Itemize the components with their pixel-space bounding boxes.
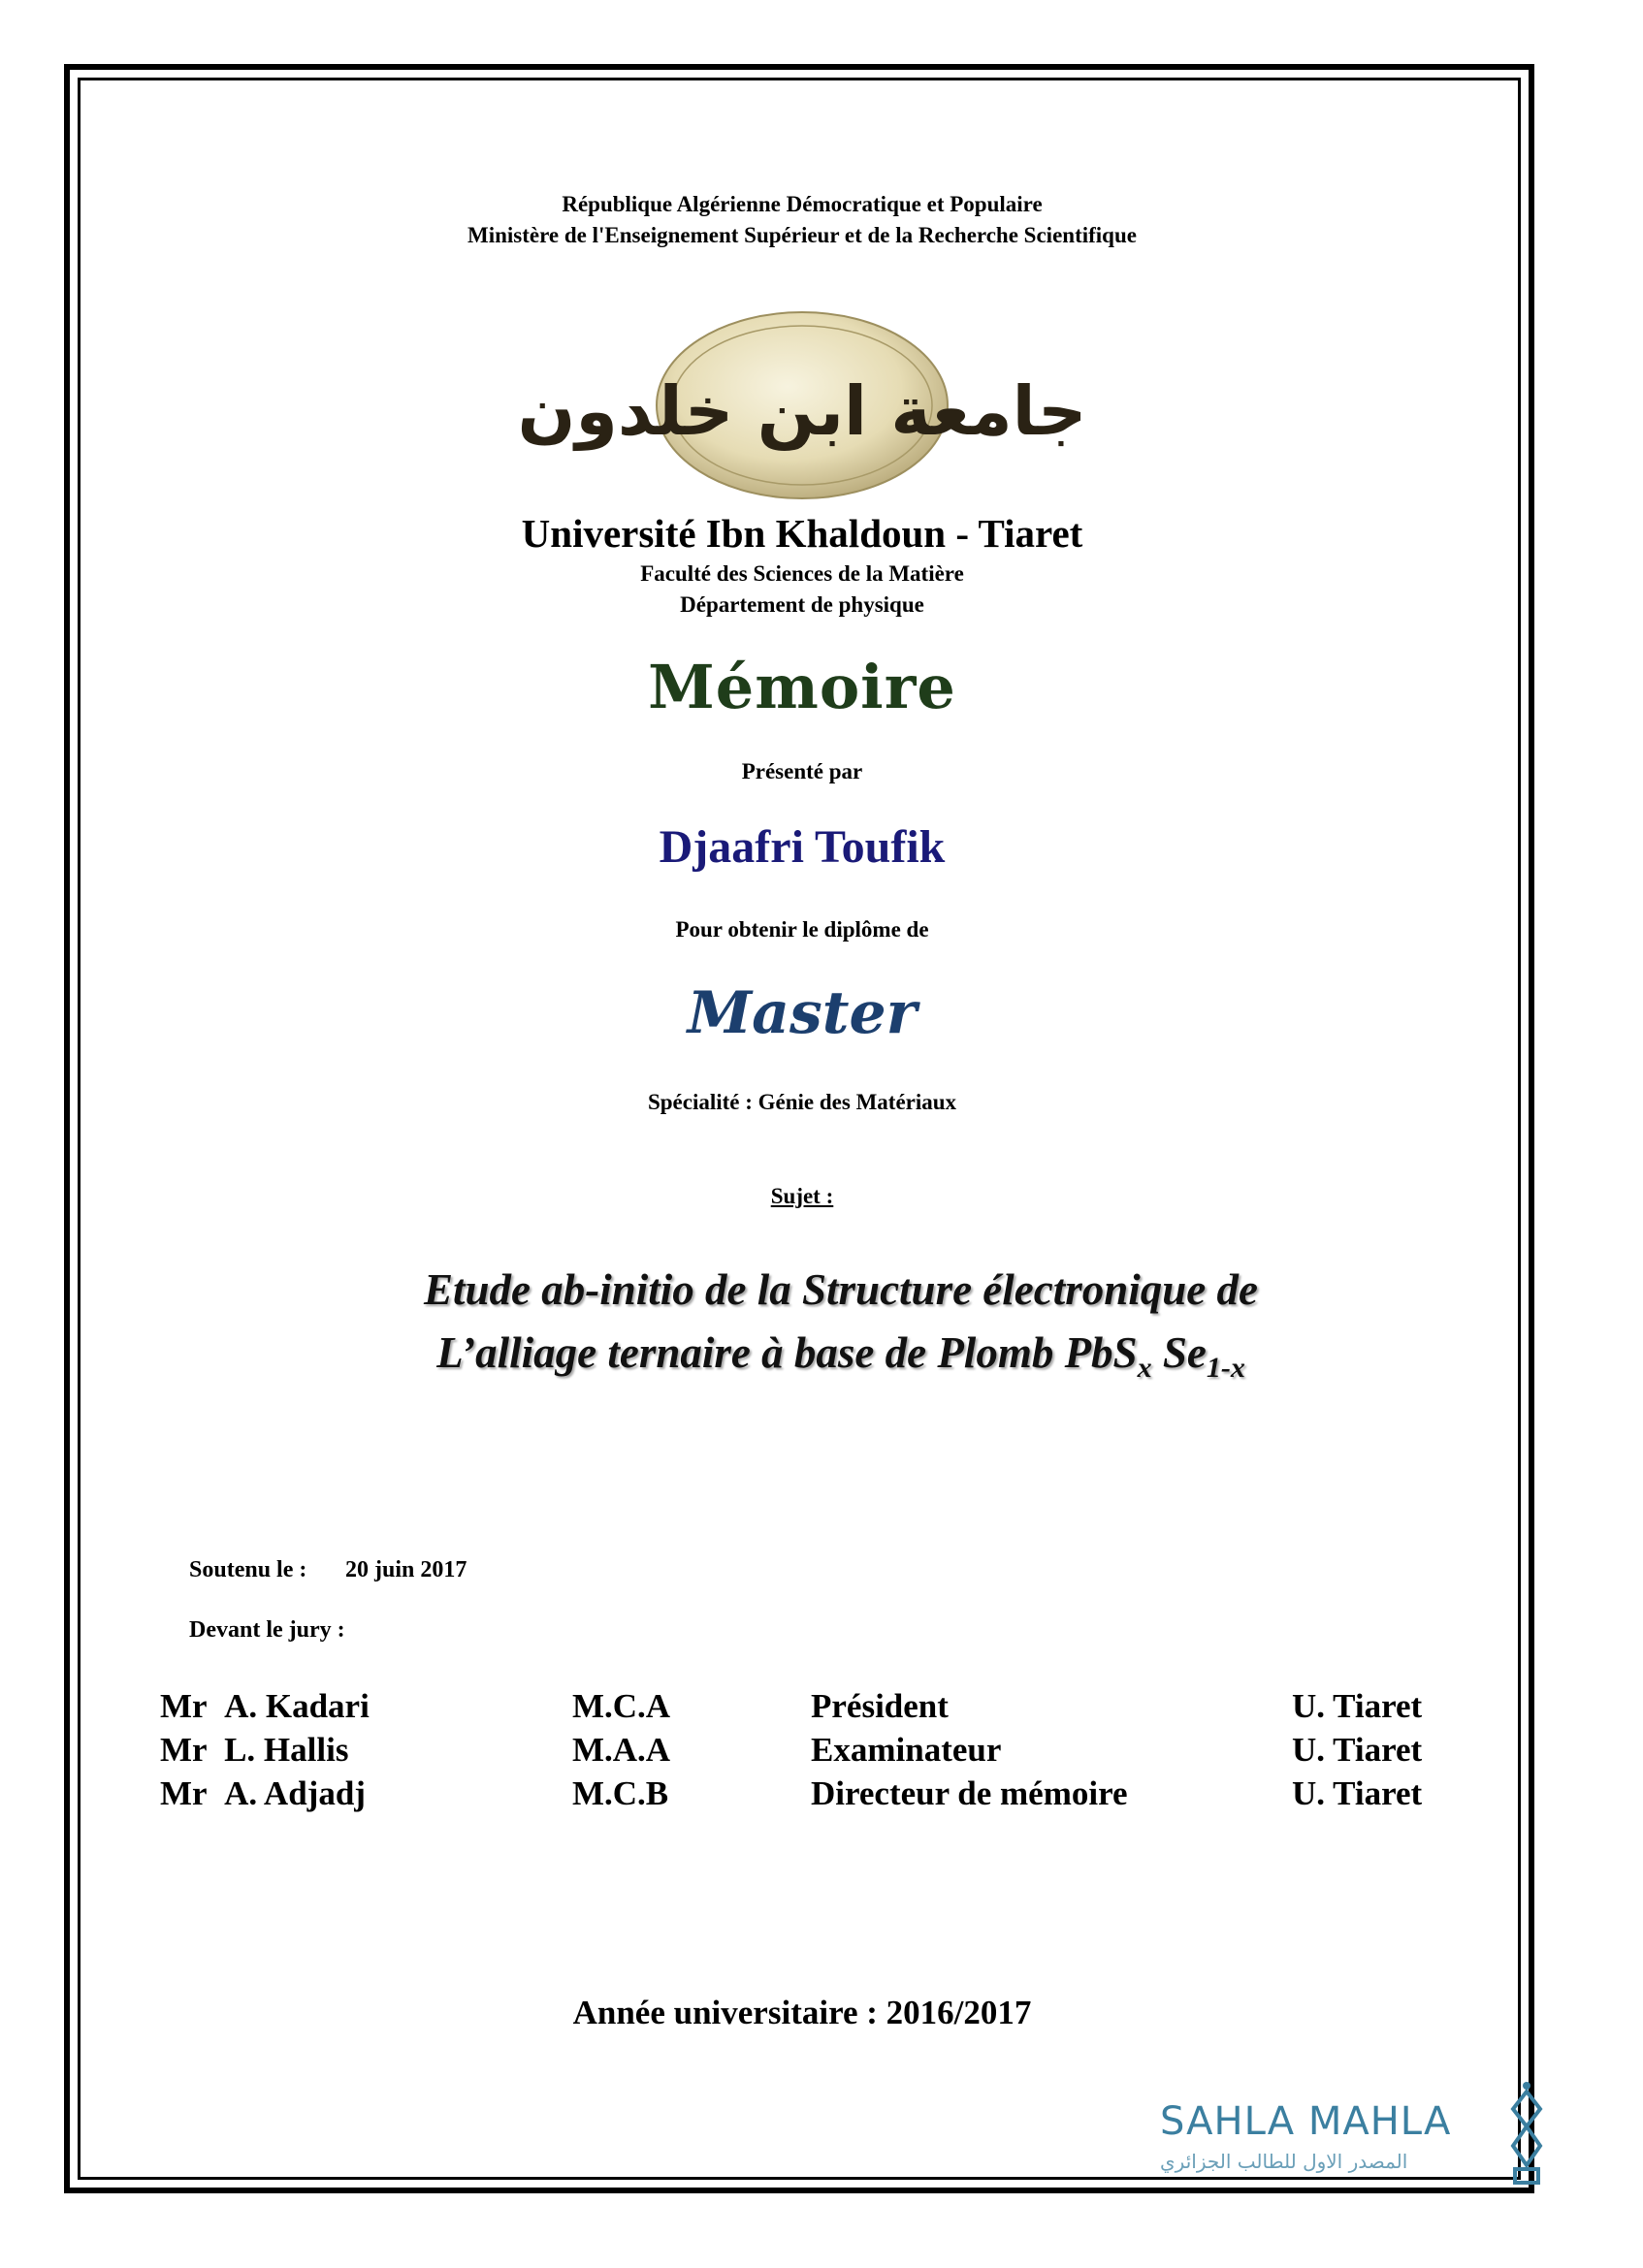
diploma-name: Master — [687, 979, 918, 1047]
author-name: Djaafri Toufik — [659, 821, 946, 873]
jury-member-name: Mr L. Hallis — [160, 1731, 349, 1769]
subject-line-2-main: L’alliage ternaire à base de Plomb PbS — [436, 1328, 1138, 1378]
jury-member-name: Mr A. Kadari — [160, 1687, 370, 1725]
department-name: Département de physique — [680, 592, 924, 617]
diploma-intro: Pour obtenir le diplôme de — [675, 917, 929, 942]
jury-member-role: Président — [811, 1687, 949, 1725]
presented-by: Présenté par — [741, 759, 863, 783]
subject-title — [39, 1259, 1643, 1390]
jury-member-role: Directeur de mémoire — [811, 1774, 1128, 1812]
subject-label-text: Sujet : — [770, 1184, 834, 1208]
academic-year: Année universitaire : 2016/2017 — [572, 1994, 1032, 2031]
jury-member-institution: U. Tiaret — [1292, 1774, 1423, 1812]
jury-member-grade: M.C.B — [572, 1774, 669, 1812]
jury-member-institution: U. Tiaret — [1292, 1687, 1423, 1725]
faculty-name: Faculté des Sciences de la Matière — [640, 561, 964, 586]
jury-row — [0, 1731, 1604, 1773]
specialty: Spécialité : Génie des Matériaux — [647, 1090, 957, 1114]
jury-member-role: Examinateur — [811, 1731, 1002, 1769]
watermark-brand: SAHLA MAHLA — [1160, 2099, 1452, 2144]
subject-line-1: Etude ab-initio de la Structure électronique de — [423, 1265, 1258, 1314]
subject-sub-x: x — [1137, 1352, 1152, 1385]
subject-sub-1x: 1-x — [1206, 1352, 1245, 1385]
university-seal-icon — [517, 308, 1087, 507]
ministry-line: Ministère de l'Enseignement Supérieur et de la Recherche Scientifique — [467, 223, 1137, 247]
jury-member-grade: M.A.A — [572, 1731, 671, 1769]
defense-date: 20 juin 2017 — [345, 1557, 467, 1582]
svg-text:جامعة ابن خلدون: جامعة ابن خلدون — [517, 371, 1087, 451]
watermark-tagline: المصدر الاول للطالب الجزائري — [1160, 2150, 1408, 2173]
document-type: Mémoire — [648, 652, 956, 722]
republic-line: République Algérienne Démocratique et Populaire — [562, 192, 1043, 216]
jury-row — [0, 1774, 1604, 1817]
subject-line-2 — [39, 1322, 1643, 1390]
jury-row — [0, 1687, 1604, 1730]
university-name: Université Ibn Khaldoun - Tiaret — [521, 511, 1083, 556]
defense-date-label: Soutenu le : — [189, 1557, 307, 1582]
jury-label: Devant le jury : — [189, 1617, 345, 1643]
jury-member-grade: M.C.A — [572, 1687, 671, 1725]
jury-member-name: Mr A. Adjadj — [160, 1774, 366, 1812]
subject-se: Se — [1151, 1328, 1207, 1378]
sahla-mahla-watermark — [1160, 2099, 1548, 2187]
subject-label — [0, 1184, 1604, 1209]
sahla-mahla-logo-icon — [1507, 2078, 1546, 2191]
jury-member-institution: U. Tiaret — [1292, 1731, 1423, 1769]
